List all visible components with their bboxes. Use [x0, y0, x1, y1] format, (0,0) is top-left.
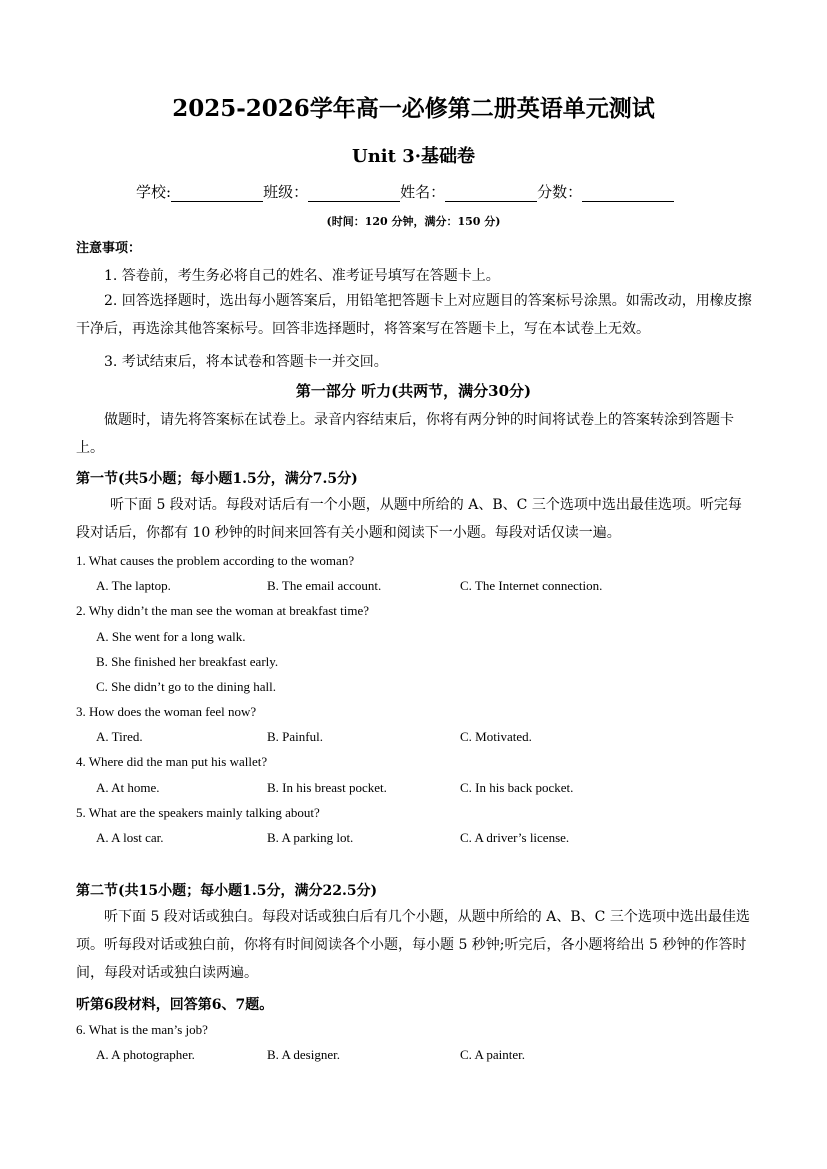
q1-option-a: A. The laptop.	[96, 578, 171, 593]
student-info-row	[136, 181, 674, 202]
part1-intro: 做题时，请先将答案标在试卷上。录音内容结束后，你将有两分钟的时间将试卷上的答案转涂到答题卡上。	[76, 412, 734, 456]
name-label: 姓名：	[400, 183, 446, 201]
q5-option-a: A. A lost car.	[96, 830, 164, 845]
question-5: 5. What are the speakers mainly talking about?	[76, 805, 320, 820]
notice-item-3: 3. 考试结束后，将本试卷和答题卡一并交回。	[104, 354, 388, 370]
name-field[interactable]	[445, 184, 537, 202]
q4-option-a: A. At home.	[96, 780, 160, 795]
q3-option-b: B. Painful.	[267, 729, 323, 744]
q1-option-c: C. The Internet connection.	[460, 578, 603, 593]
question-6: 6. What is the man’s job?	[76, 1022, 208, 1037]
q5-option-c: C. A driver’s license.	[460, 830, 570, 845]
score-field[interactable]	[582, 184, 674, 202]
question-1: 1. What causes the problem according to the woman?	[76, 553, 355, 568]
exam-title: 2025-2026学年高一必修第二册英语单元测试	[172, 95, 655, 122]
part1-heading: 第一部分 听力(共两节，满分30分)	[295, 382, 532, 400]
q2-option-c: C. She didn’t go to the dining hall.	[96, 679, 276, 694]
time-note: (时间：120 分钟，满分：150 分)	[326, 215, 501, 228]
q3-option-a: A. Tired.	[96, 729, 143, 744]
notice-item-1: 1. 答卷前，考生务必将自己的姓名、准考证号填写在答题卡上。	[104, 268, 500, 284]
q6-option-c: C. A painter.	[460, 1047, 525, 1062]
question-2: 2. Why didn’t the man see the woman at breakfast time?	[76, 603, 370, 618]
class-field[interactable]	[308, 184, 400, 202]
section2-intro: 听下面 5 段对话或独白。每段对话或独白后有几个小题，从题中所给的 A、B、C 三个选项中选出最佳选项。听每段对话或独白前，你将有时间阅读各个小题，每小题 5 秒钟;听完后，各小题将给出 5 秒钟的作答时间，每段对话或独白读两遍。	[76, 909, 750, 981]
notice-item-2: 2. 回答选择题时，选出每小题答案后，用铅笔把答题卡上对应题目的答案标号涂黑。如需改动，用橡皮擦干净后，再选涂其他答案标号。回答非选择题时，将答案写在答题卡上，写在本试卷上无效。	[76, 293, 752, 337]
section1-heading: 第一节(共5小题；每小题1.5分，满分7.5分)	[76, 471, 358, 487]
school-label: 学校:	[136, 183, 172, 201]
section2-heading: 第二节(共15小题；每小题1.5分，满分22.5分)	[76, 883, 378, 899]
q5-option-b: B. A parking lot.	[267, 830, 354, 845]
q6-option-b: B. A designer.	[267, 1047, 340, 1062]
q2-option-a: A. She went for a long walk.	[96, 629, 246, 644]
score-label: 分数：	[537, 183, 583, 201]
exam-subtitle: Unit 3·基础卷	[352, 146, 475, 167]
class-label: 班级：	[263, 183, 309, 201]
notice-heading: 注意事项：	[76, 241, 142, 256]
section1-intro: 听下面 5 段对话。每段对话后有一个小题，从题中所给的 A、B、C 三个选项中选出最佳选项。听完每段对话后，你都有 10 秒钟的时间来回答有关小题和阅读下一小题。每段对话仅读一遍。	[76, 497, 742, 541]
q1-option-b: B. The email account.	[267, 578, 382, 593]
question-3: 3. How does the woman feel now?	[76, 704, 257, 719]
question-4: 4. Where did the man put his wallet?	[76, 754, 268, 769]
q4-option-c: C. In his back pocket.	[460, 780, 574, 795]
q6-option-a: A. A photographer.	[96, 1047, 195, 1062]
q4-option-b: B. In his breast pocket.	[267, 780, 387, 795]
school-field[interactable]	[171, 184, 263, 202]
q3-option-c: C. Motivated.	[460, 729, 532, 744]
material-heading: 听第6段材料，回答第6、7题。	[76, 997, 274, 1013]
q2-option-b: B. She finished her breakfast early.	[96, 654, 279, 669]
